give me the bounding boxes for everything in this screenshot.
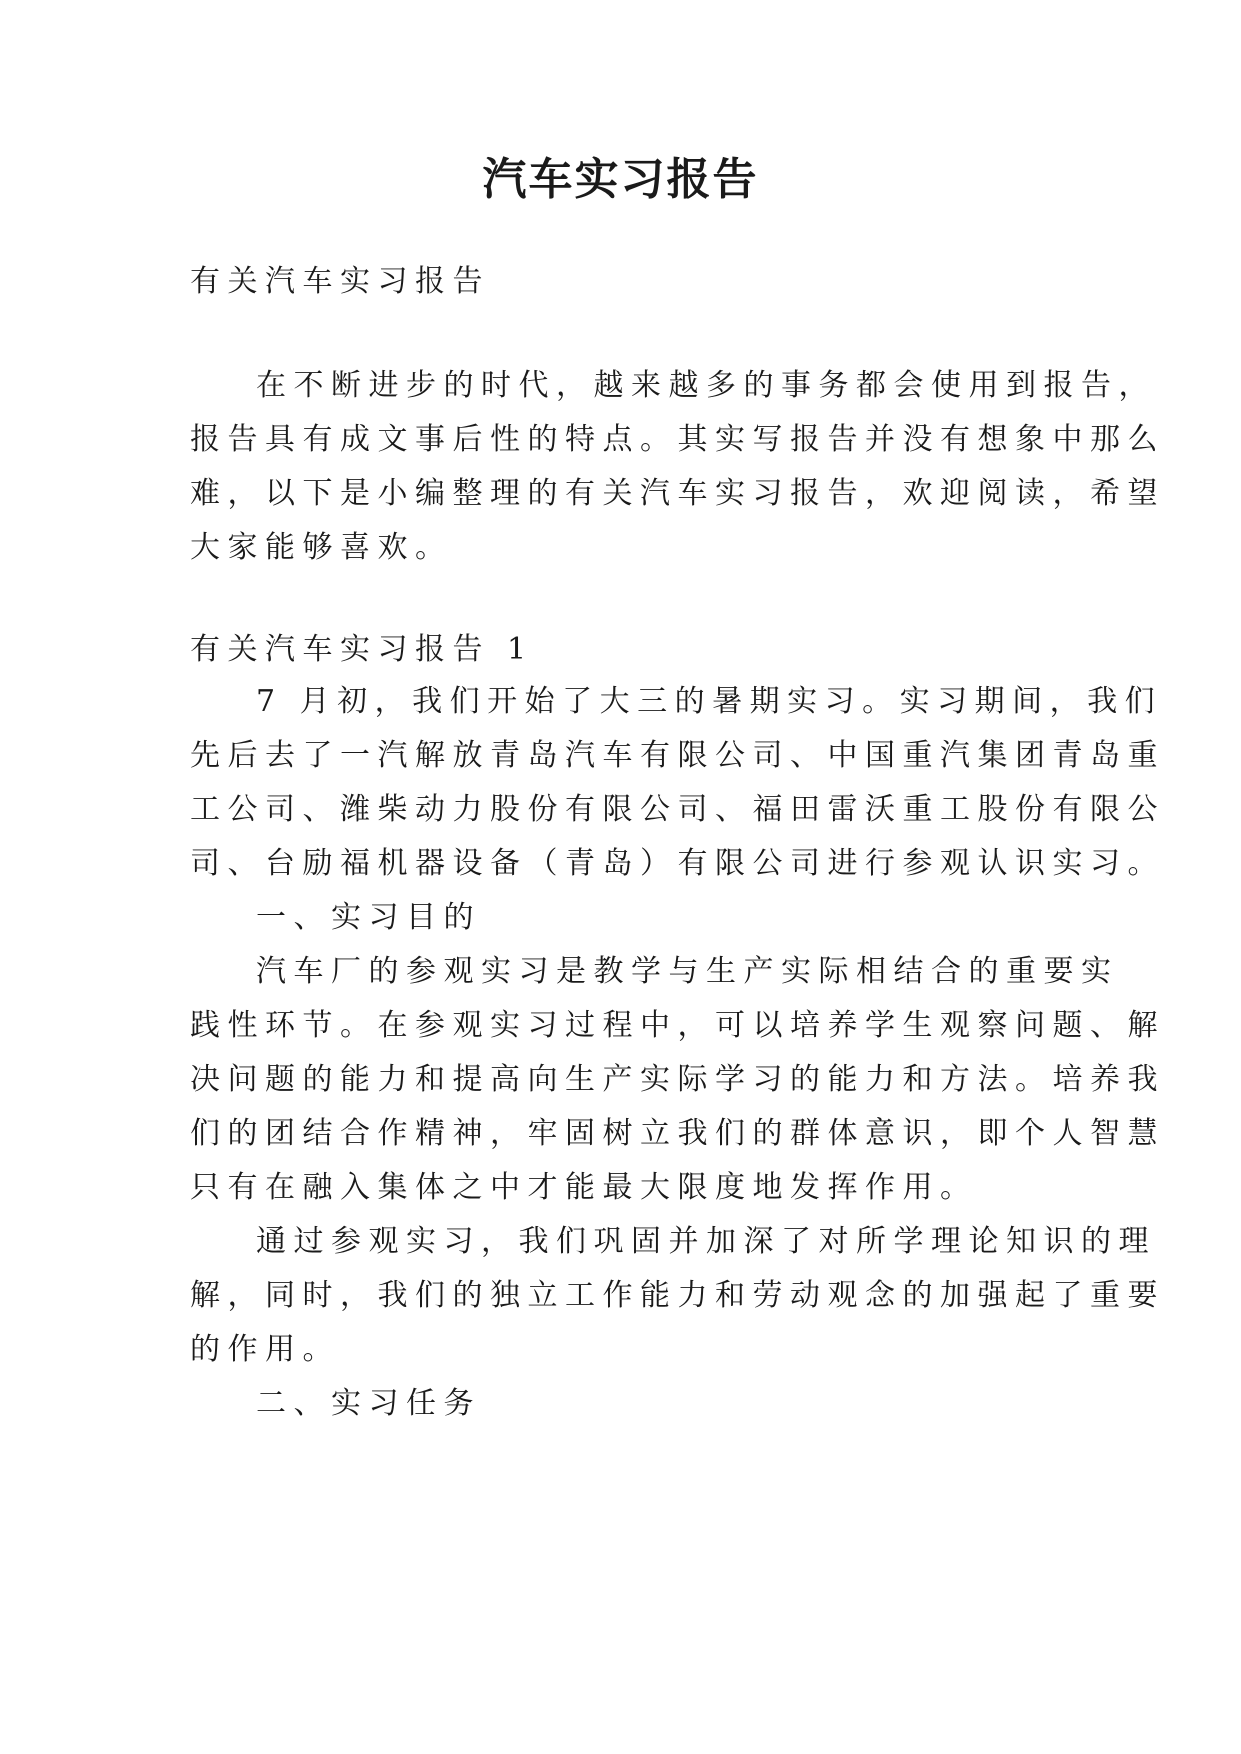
para1-line-2: 先后去了一汽解放青岛汽车有限公司、中国重汽集团青岛重 <box>190 738 1165 773</box>
para3-line-2: 解，同时，我们的独立工作能力和劳动观念的加强起了重要 <box>190 1278 1165 1313</box>
para2-line-5: 只有在融入集体之中才能最大限度地发挥作用。 <box>190 1170 978 1205</box>
document-title: 汽车实习报告 <box>482 154 759 205</box>
para2-line-2: 践性环节。在参观实习过程中，可以培养学生观察问题、解 <box>190 1008 1165 1043</box>
para2-line-1: 汽车厂的参观实习是教学与生产实际相结合的重要实 <box>256 954 1119 989</box>
para1-line-3: 工公司、潍柴动力股份有限公司、福田雷沃重工股份有限公 <box>190 792 1165 827</box>
heading-tasks: 二、实习任务 <box>256 1386 481 1421</box>
section-heading-1: 有关汽车实习报告 1 <box>190 632 534 667</box>
para1-line-4: 司、台励福机器设备（青岛）有限公司进行参观认识实习。 <box>190 846 1165 881</box>
intro-line-3: 难，以下是小编整理的有关汽车实习报告，欢迎阅读，希望 <box>190 476 1165 511</box>
intro-line-4: 大家能够喜欢。 <box>190 530 453 565</box>
intro-line-1: 在不断进步的时代，越来越多的事务都会使用到报告， <box>256 368 1156 403</box>
heading-purpose: 一、实习目的 <box>256 900 481 935</box>
para2-line-4: 们的团结合作精神，牢固树立我们的群体意识，即个人智慧 <box>190 1116 1165 1151</box>
para3-line-3: 的作用。 <box>190 1332 340 1367</box>
para1-line-1: 7 月初，我们开始了大三的暑期实习。实习期间，我们 <box>256 684 1163 719</box>
para2-line-3: 决问题的能力和提高向生产实际学习的能力和方法。培养我 <box>190 1062 1165 1097</box>
intro-line-2: 报告具有成文事后性的特点。其实写报告并没有想象中那么 <box>190 422 1165 457</box>
subtitle-line: 有关汽车实习报告 <box>190 264 490 299</box>
para3-line-1: 通过参观实习，我们巩固并加深了对所学理论知识的理 <box>256 1224 1156 1259</box>
